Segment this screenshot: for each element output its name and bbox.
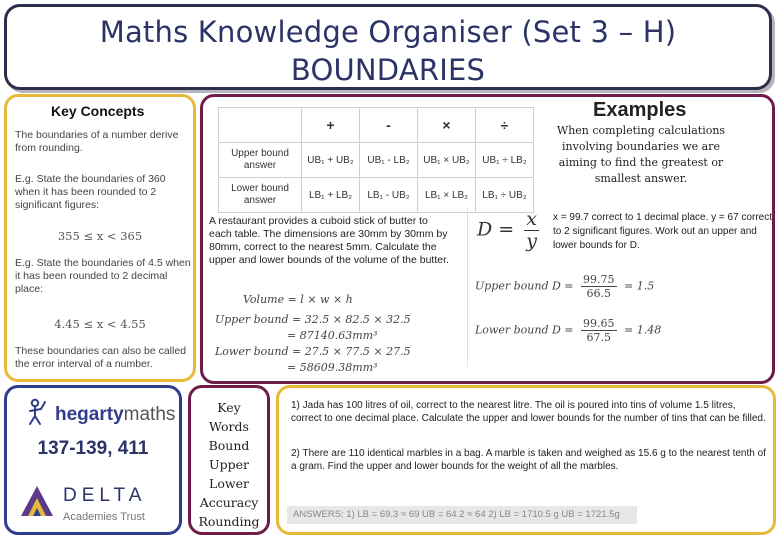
upper-d-fraction [581, 273, 617, 300]
hegarty-panel [4, 385, 182, 535]
table-corner [219, 108, 302, 143]
header-subtract: - [360, 108, 418, 143]
table-cell: LB₁ ÷ UB₂ [476, 178, 534, 213]
title-banner [4, 4, 772, 90]
key-words-panel [188, 385, 270, 535]
table-cell: LB₁ × LB₂ [418, 178, 476, 213]
hegarty-figure-icon [27, 398, 49, 431]
delta-subtitle: Academies Trust [63, 510, 145, 523]
hegarty-brand [55, 404, 175, 426]
key-words-heading-1: Key [217, 400, 241, 415]
density-lhs: D = [477, 218, 515, 241]
hegarty-brand-light: maths [123, 403, 176, 425]
examples-panel [200, 94, 775, 384]
key-concepts-heading: Key Concepts [51, 103, 145, 119]
header-add: + [302, 108, 360, 143]
upper-d-calc [475, 273, 654, 300]
table-row [219, 143, 534, 178]
table-cell: UB₁ × UB₂ [418, 143, 476, 178]
practice-question-1: 1) Jada has 100 litres of oil, correct to the nearest litre. The oil is poured into tins of volume 1.5 litres, correct to one decimal place. Calculate the upper and lower bounds for the number of tins that can be filled. [291, 400, 766, 424]
upper-d-numerator: 99.75 [583, 273, 615, 286]
upper-bound-calc: Upper bound = 32.5 × 82.5 × 32.5 [215, 313, 411, 326]
lower-bound-result: = 58609.38mm³ [287, 361, 378, 374]
density-numerator: x [526, 208, 537, 230]
lower-d-numerator: 99.65 [583, 317, 615, 330]
key-words-heading-2: Words [209, 419, 249, 434]
table-cell: LB₁ - UB₂ [360, 178, 418, 213]
row-label-upper: Upper bound answer [219, 143, 302, 178]
practice-question-2: 2) There are 110 identical marbles in a bag. A marble is taken and weighed as 15.6 g to the nearest tenth of a gram. Find the upper and lower bounds for the weight of all the marbles. [291, 448, 766, 472]
density-fraction [524, 209, 539, 252]
key-word-item: Accuracy [199, 495, 259, 510]
delta-name: DELTA [63, 484, 147, 506]
key-word-item: Bound [208, 438, 250, 453]
header-divide: ÷ [476, 108, 534, 143]
density-formula [477, 209, 539, 252]
density-question: x = 99.7 correct to 1 decimal place. y = 67 correct to 2 significant figures. Work out an upper and lower bounds for D. [553, 212, 772, 251]
table-cell: UB₁ ÷ LB₂ [476, 143, 534, 178]
section-divider [467, 207, 468, 367]
delta-triangle-icon [19, 484, 55, 523]
key-word-item: Upper [209, 457, 249, 472]
concept-math-2: 4.45 ≤ x < 4.55 [54, 317, 146, 331]
table-cell: LB₁ + LB₂ [302, 178, 360, 213]
concept-text-2: E.g. State the boundaries of 360 when it has been rounded to 2 significant figures: [15, 173, 166, 211]
concept-math-1: 355 ≤ x < 365 [57, 229, 143, 243]
lower-d-label: Lower bound D = [475, 323, 574, 337]
butter-question: A restaurant provides a cuboid stick of butter to each table. The dimensions are 30mm by 30mm by 80mm, correct to the nearest 5mm. Calculate the upper and lower bounds of the volume of the butter. [209, 215, 449, 266]
volume-formula: Volume = l × w × h [243, 293, 353, 306]
key-concepts-panel [4, 94, 196, 382]
delta-logo [19, 484, 146, 523]
concept-text-4: These boundaries can also be called the error interval of a number. [15, 345, 187, 370]
upper-d-label: Upper bound D = [475, 279, 574, 293]
table-row [219, 178, 534, 213]
upper-d-denominator: 66.5 [586, 287, 612, 300]
key-word-item: Lower [209, 476, 249, 491]
table-cell: UB₁ + UB₂ [302, 143, 360, 178]
row-label-lower: Lower bound answer [219, 178, 302, 213]
lower-d-denominator: 67.5 [586, 331, 612, 344]
bounds-rules-table [218, 107, 534, 213]
examples-heading: Examples [593, 99, 687, 121]
upper-bound-result: = 87140.63mm³ [287, 329, 378, 342]
hegarty-brand-bold: hegarty [55, 403, 124, 425]
hegarty-logo [27, 398, 175, 431]
lower-d-fraction [581, 317, 617, 344]
concept-text-1: The boundaries of a number derive from rounding. [15, 129, 179, 154]
page-title: Maths Knowledge Organiser (Set 3 – H) [99, 15, 677, 49]
hegarty-codes: 137-139, 411 [37, 438, 149, 459]
key-word-item: Rounding [198, 514, 260, 529]
upper-d-result: = 1.5 [624, 279, 655, 293]
table-cell: UB₁ - LB₂ [360, 143, 418, 178]
answers-bar: ANSWERS: 1) LB = 69.3 ≈ 69 UB = 64.2 ≈ 64 2) LB = 1710.5 g UB = 1721.5g [287, 506, 637, 524]
density-denominator: y [526, 230, 537, 252]
lower-d-calc [475, 317, 661, 344]
examples-intro: When completing calculations involving boundaries we are aiming to find the greatest or smallest answer. [556, 124, 726, 185]
practice-panel [276, 385, 776, 535]
concept-text-3: E.g. State the boundaries of 4.5 when it has been rounded to 2 decimal place: [15, 257, 191, 295]
lower-bound-calc: Lower bound = 27.5 × 77.5 × 27.5 [215, 345, 411, 358]
page-subtitle: BOUNDARIES [290, 53, 486, 87]
lower-d-result: = 1.48 [624, 323, 662, 337]
header-multiply: × [418, 108, 476, 143]
